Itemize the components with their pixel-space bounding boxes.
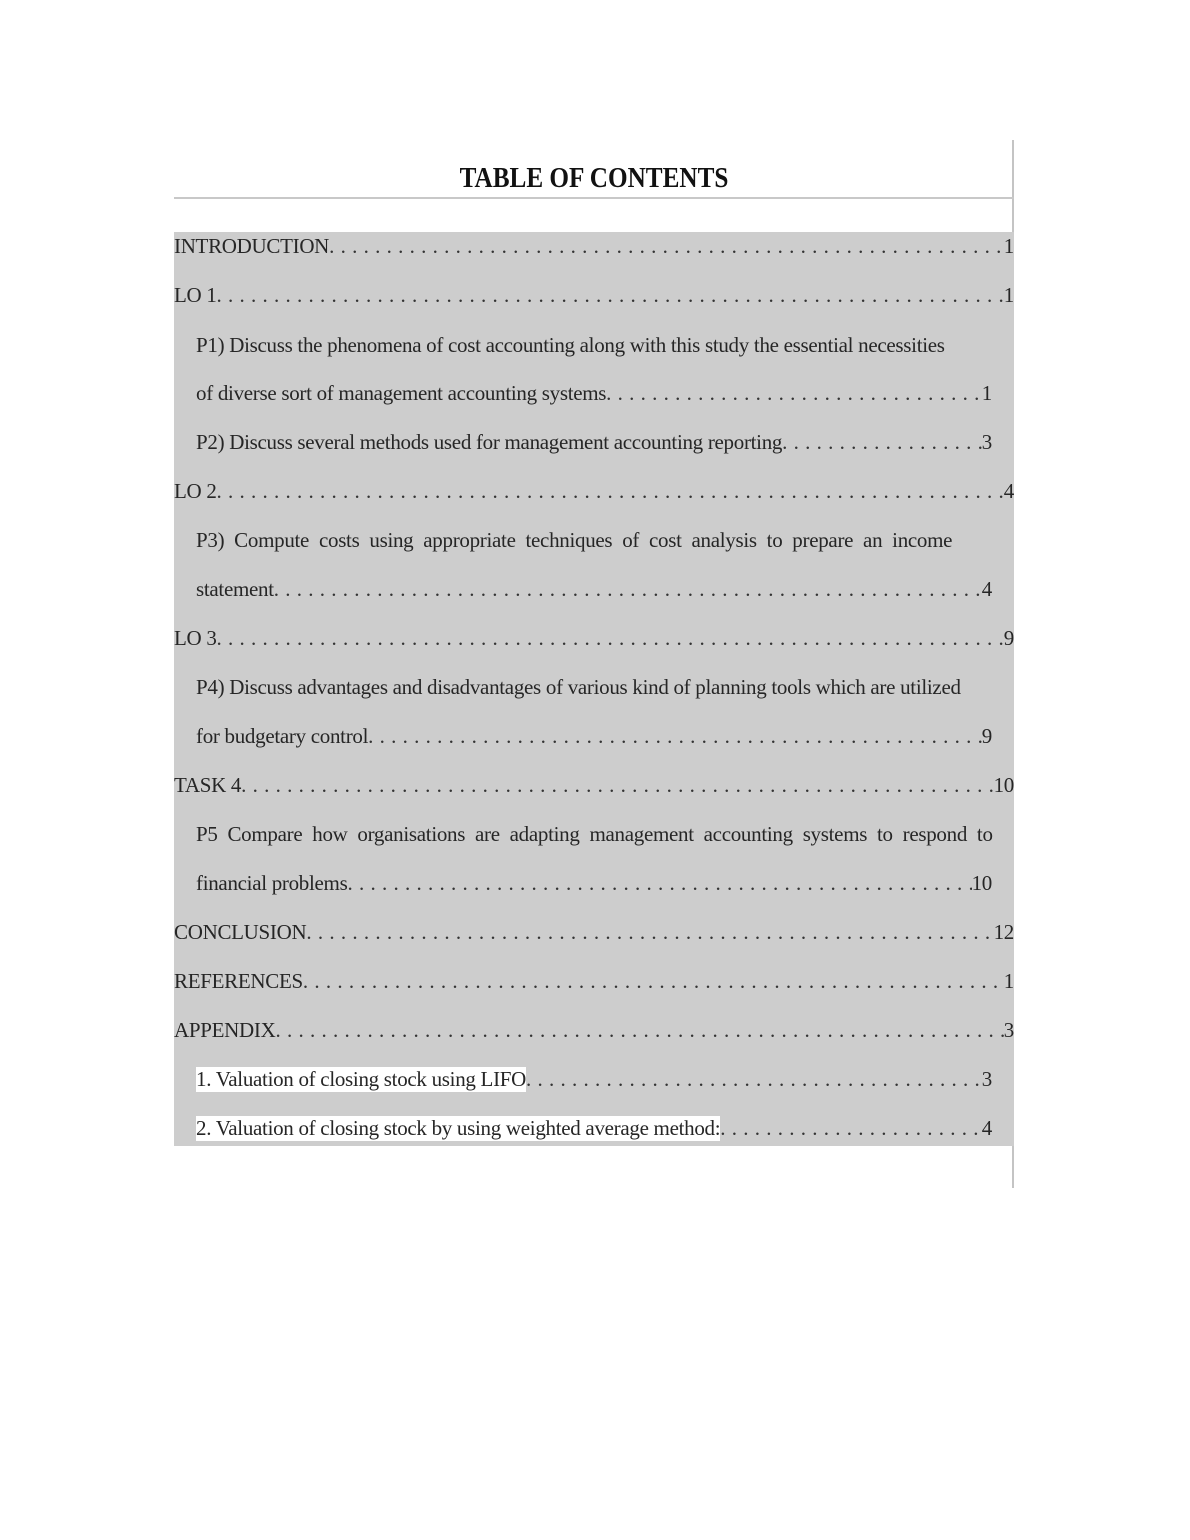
page-title: TABLE OF CONTENTS — [459, 163, 729, 194]
toc-entry-continuation[interactable] — [196, 724, 992, 754]
toc-entry-page: 4 — [1003, 479, 1014, 503]
toc-entry[interactable] — [174, 1018, 1014, 1048]
toc-entry-page: 10 — [993, 773, 1014, 797]
toc-entry-label: REFERENCES — [174, 969, 303, 993]
toc-entry[interactable] — [174, 283, 1014, 313]
toc-entry-label: P2) Discuss several methods used for management accounting reporting — [196, 430, 783, 454]
leader-dots — [606, 381, 982, 406]
toc-entry-label: CONCLUSION — [174, 920, 307, 944]
leader-dots — [306, 920, 993, 945]
toc-entry-continuation[interactable] — [196, 871, 992, 901]
toc-entry-label: P4) Discuss advantages and disadvantages of various kind of planning tools which are utilized — [196, 675, 961, 699]
toc-entry-page: 4 — [981, 577, 992, 601]
toc-entry-continuation[interactable] — [196, 577, 992, 607]
leader-dots — [275, 1018, 1003, 1043]
leader-dots — [720, 1116, 982, 1141]
leader-dots — [368, 724, 982, 749]
leader-dots — [303, 969, 1004, 994]
toc-entry-label: financial problems — [196, 871, 348, 895]
toc-entry-page: 9 — [981, 724, 992, 748]
toc-entry-label: LO 1 — [174, 283, 217, 307]
toc-entry-label: of diverse sort of management accounting systems — [196, 381, 607, 405]
toc-entry-label: TASK 4 — [174, 773, 242, 797]
leader-dots — [217, 479, 1004, 504]
leader-dots — [217, 626, 1004, 651]
leader-dots — [526, 1067, 982, 1092]
toc-entry-page: 1 — [981, 381, 992, 405]
page-margin-line — [1012, 1146, 1014, 1188]
toc-entry-label: P1) Discuss the phenomena of cost accounting along with this study the essential necessities — [196, 333, 945, 357]
toc-entry-page: 3 — [1003, 1018, 1014, 1042]
leader-dots — [782, 430, 982, 455]
toc-entry-label: P3) Compute costs using appropriate techniques of cost analysis to prepare an income — [196, 528, 953, 552]
toc-entry[interactable] — [196, 430, 992, 460]
leader-dots — [329, 234, 1004, 259]
toc-entry[interactable] — [196, 1067, 992, 1097]
toc-entry-page: 1 — [1003, 969, 1014, 993]
toc-entry-label: statement — [196, 577, 274, 601]
toc-entry[interactable] — [196, 1116, 992, 1146]
toc-entry[interactable] — [196, 822, 1014, 852]
toc-entry-label: INTRODUCTION — [174, 234, 330, 258]
toc-entry-page: 3 — [981, 430, 992, 454]
leader-dots — [241, 773, 993, 798]
title-divider — [174, 197, 1014, 199]
toc-entry-label: P5 Compare how organisations are adapting management accounting systems to respond to — [196, 822, 993, 846]
toc-entry[interactable] — [174, 920, 1014, 950]
toc-entry[interactable] — [174, 969, 1014, 999]
toc-entry[interactable] — [196, 528, 1014, 558]
toc-entry-page: 9 — [1003, 626, 1014, 650]
leader-dots — [274, 577, 982, 602]
leader-dots — [217, 283, 1004, 308]
toc-entry-label: LO 3 — [174, 626, 217, 650]
leader-dots — [347, 871, 971, 896]
toc-entry-page: 4 — [981, 1116, 992, 1140]
toc-entry-page: 1 — [1003, 234, 1014, 258]
toc-entry-page: 12 — [993, 920, 1014, 944]
toc-entry-label: 2. Valuation of closing stock by using weighted average method: — [196, 1116, 721, 1140]
toc-entry-label: 1. Valuation of closing stock using LIFO — [196, 1067, 527, 1091]
toc-entry-continuation[interactable] — [196, 381, 992, 411]
toc-entry[interactable] — [174, 234, 1014, 264]
toc-entry[interactable] — [174, 773, 1014, 803]
toc-entry-page: 3 — [981, 1067, 992, 1091]
table-of-contents — [174, 232, 1014, 1146]
toc-entry[interactable] — [196, 333, 1014, 363]
toc-entry-label: for budgetary control — [196, 724, 369, 748]
toc-entry-label: APPENDIX — [174, 1018, 276, 1042]
toc-entry[interactable] — [174, 479, 1014, 509]
toc-entry-page: 1 — [1003, 283, 1014, 307]
toc-entry[interactable] — [196, 675, 1014, 705]
toc-entry-page: 10 — [971, 871, 992, 895]
toc-entry-label: LO 2 — [174, 479, 217, 503]
toc-entry[interactable] — [174, 626, 1014, 656]
page-margin-line — [1012, 140, 1014, 235]
